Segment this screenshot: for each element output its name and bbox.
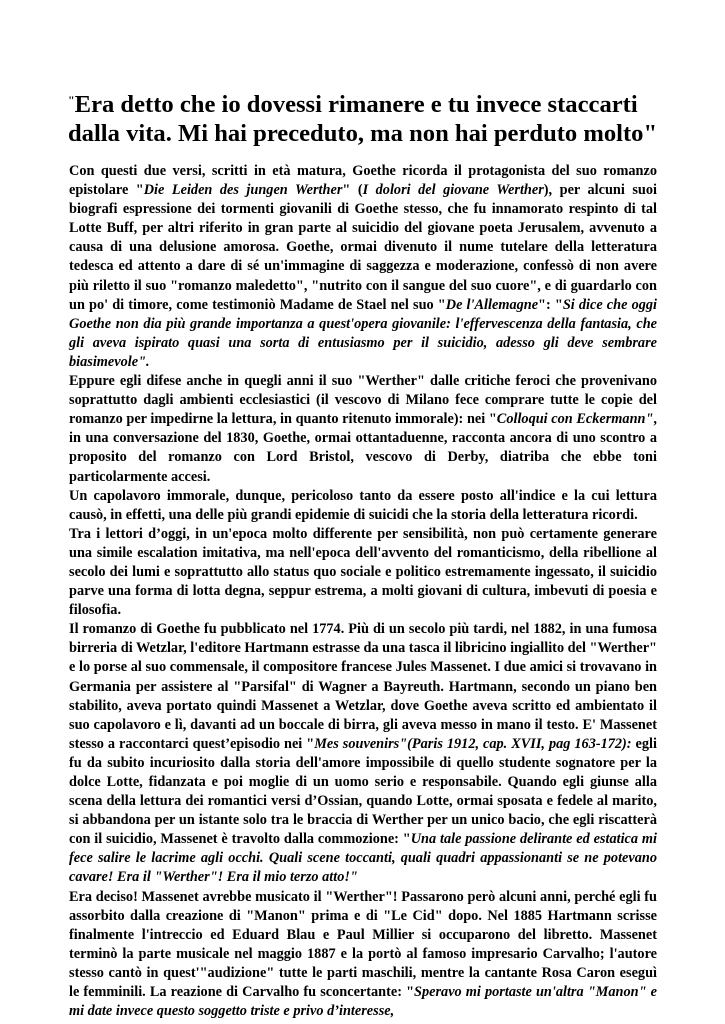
text-run: ": " <box>538 296 563 313</box>
italic-run: Colloqui con Eckermann" <box>496 411 654 428</box>
italic-run: Una tale passione delirante ed estatica mi fece salire le lacrime agli occhi. Quali scene toccanti, quali quadri appassionanti se ne potevano cavare! Era il "Werther"! Era il mio terzo atto!" <box>69 831 657 886</box>
paragraph <box>69 620 657 887</box>
text-run: " ( <box>342 182 363 199</box>
italic-run: I dolori del giovane Werther <box>362 182 544 199</box>
italic-run: Mes souvenirs"(Paris 1912, cap. XVII, pag 163-172): <box>314 735 632 752</box>
italic-run: Speravo mi portaste un'altra "Manon" e mi date invece questo soggetto triste e privo d’interesse, <box>69 984 657 1020</box>
paragraph <box>69 162 657 372</box>
paragraph <box>69 487 657 525</box>
text-run: Eppure egli difese anche in quegli anni il suo "Werther" dalle critiche feroci che provenivano soprattutto dagli ambienti ecclesiastici (il vescovo di Milano fece comprare tutte le copie del romanzo per impedirne la lettura, in quanto ritenuto immorale): nei " <box>69 373 657 428</box>
title-open-quote: " <box>68 93 75 107</box>
page-title <box>68 86 668 148</box>
italic-run: Die Leiden des jungen Werther <box>143 182 343 199</box>
italic-run: De l'Allemagne <box>445 296 539 313</box>
italic-run: Si dice che oggi Goethe non dia più grande importanza a quest'opera giovanile: l'effervescenza della fantasia, che gli aveva ispirato quasi una sorta di entusiasmo per il suicidio, adesso gli deve sembrare biasimevole". <box>69 296 657 370</box>
text-run: Il romanzo di Goethe fu pubblicato nel 1774. Più di un secolo più tardi, nel 1882, in una fumosa birreria di Wetzlar, l'editore Hartmann estrasse da una tasca il libricino ingiallito del "Werther" e lo porse al suo commensale, il compositore francese Jules Massenet. I due amici si trovavano in Germania per assistere al "Parsifal" di Wagner a Bayreuth. Hartmann, secondo un piano ben stabilito, aveva portato quindi Massenet a Wetzlar, dove Goethe aveva scritto ed ambientato il suo capolavoro e lì, davanti ad un boccale di birra, gli aveva messo in mano il testo. E' Massenet stesso a raccontarci quest’episodio nei " <box>69 621 657 752</box>
article-body <box>69 162 657 1021</box>
text-run: egli fu da subito incuriosito dalla storia dell'amore impossibile di quello studente sognatore per la dolce Lotte, fidanzata e poi moglie di un uomo serio e responsabile. Quando egli giunse alla scena della lettura dei romantici versi d’Ossian, quando Lotte, ormai sposata e fedele al marito, si abbandona per un istante solo tra le braccia di Werther per un unico bacio, che egli riscatterà con il suicidio, Massenet è travolto dalla commozione: " <box>69 735 657 848</box>
paragraph <box>69 372 657 487</box>
paragraph <box>69 888 657 1022</box>
text-run: , in una conversazione del 1830, Goethe, ormai ottantaduenne, racconta ancora di uno scontro a proposito del romanzo con Lord Bristol, vescovo di Derby, diatriba che ebbe toni particolarmente accesi. <box>69 411 657 485</box>
title-text: Era detto che io dovessi rimanere e tu invece staccarti dalla vita. Mi hai preceduto, ma non hai perduto molto" <box>68 91 658 147</box>
text-run: Un capolavoro immorale, dunque, pericoloso tanto da essere posto all'indice e la cui lettura causò, in effetti, una delle più grandi epidemie di suicidi che la storia della letteratura ricordi. <box>69 487 657 523</box>
text-run: Era deciso! Massenet avrebbe musicato il "Werther"! Passarono però alcuni anni, perché egli fu assorbito dalla creazione di "Manon" prima e di "Le Cid" dopo. Nel 1885 Hartmann scrisse finalmente l'intreccio ed Eduard Blau e Paul Millier si occuparono del libretto. Massenet terminò la parte musicale nel maggio 1887 e la portò al famoso impresario Carvalho; l'autore stesso cantò in quest'"audizione" tutte le parti maschili, mentre la cantante Rosa Caron eseguì le femminili. La reazione di Carvalho fu sconcertante: " <box>69 888 657 1001</box>
text-run: Con questi due versi, scritti in età matura, Goethe ricorda il protagonista del suo romanzo epistolare " <box>69 163 657 199</box>
text-run: Tra i lettori d’oggi, in un'epoca molto differente per sensibilità, non può certamente generare una simile escalation imitativa, ma nell'epoca dell'avvento del romanticismo, della ribellione al secolo dei lumi e soprattutto allo status quo sociale e politico estremamente ingessato, il suicidio parve una forma di lotta degna, seppur estrema, a molti giovani di cultura, imbevuti di poesia e filosofia. <box>69 525 657 619</box>
text-run: ), per alcuni suoi biografi espressione dei tormenti giovanili di Goethe stesso, che fu innamorato respinto di tal Lotte Buff, per altri riferito in gran parte al suicidio del giovane poeta Jerusalem, avvenuto a causa di una delusione amorosa. Goethe, ormai divenuto il nume tutelare della letteratura tedesca ed attento a dare di sé un'immagine di saggezza e moderazione, confessò di non avere più riletto il suo "romanzo maledetto", "nutrito con il sangue del suo cuore", e di guardarlo con un po' di timore, come testimoniò Madame de Stael nel suo " <box>69 182 657 313</box>
paragraph <box>69 525 657 620</box>
